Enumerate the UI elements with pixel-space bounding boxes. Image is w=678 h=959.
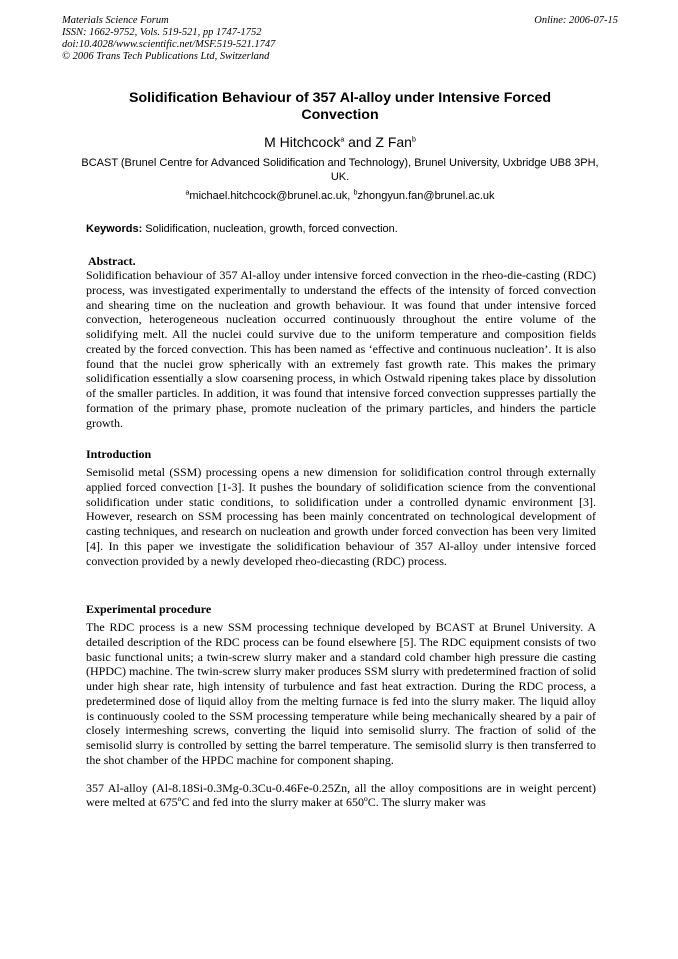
author-line (90, 134, 590, 151)
keywords-text: Solidification, nucleation, growth, forced convection. (142, 223, 398, 235)
affiliation: BCAST (Brunel Centre for Advanced Solidification and Technology), Brunel University, Uxbridge UB8 3PH, UK. (81, 157, 599, 183)
author-1: M Hitchcock (264, 134, 341, 150)
paper-title: Solidification Behaviour of 357 Al-alloy under Intensive Forced Convection (128, 90, 552, 123)
experimental-section (86, 602, 596, 810)
experimental-heading: Experimental procedure (86, 602, 212, 616)
email-a-mark: a (185, 189, 190, 197)
introduction-heading: Introduction (86, 447, 152, 461)
copyright-line: © 2006 Trans Tech Publications Ltd, Switzerland (62, 51, 270, 62)
author-2-affil-mark: b (411, 136, 416, 144)
online-date: Online: 2006-07-15 (534, 15, 618, 26)
abstract-text: Solidification behaviour of 357 Al-alloy under intensive forced convection in the rheo-die-casting (RDC) process, was investigated experimentally to understand the effects of the intensity of forced convection and shearing time on the nucleation and growth behaviour. It was found that under intensive forced convection, heterogeneous nucleation occurred continuously throughout the entire volume of the solidifying melt. All the nuclei could survive due to the uniform temperature and composition fields created by the forced convection. This has been named as ‘effective and continuous nucleation’. It is also found that the nuclei grow spherically with an extremely fast growth rate. This makes the primary solidification essentially a slow coarsening process, in which Ostwald ripening takes place by dissolution of the smaller particles. In addition, it was found that intensive forced convection suppresses partially the formation of the primary phase, promote nucleation of the primary particles, and hinders the particle growth. (86, 268, 596, 430)
email-line (80, 189, 600, 203)
author-and: and (344, 134, 376, 150)
abstract-heading: Abstract. (88, 254, 136, 268)
author-2: Z Fan (375, 134, 412, 150)
email-a: michael.hitchcock@brunel.ac.uk, (189, 190, 354, 202)
abstract-section (86, 254, 596, 430)
email-b: zhongyun.fan@brunel.ac.uk (357, 190, 495, 202)
introduction-section (86, 447, 596, 568)
author-1-affil-mark: a (340, 136, 345, 144)
keywords-label: Keywords: (86, 223, 143, 235)
issn-line: ISSN: 1662-9752, Vols. 519-521, pp 1747-1752 (62, 27, 262, 38)
experimental-paragraph-2: 357 Al-alloy (Al-8.18Si-0.3Mg-0.3Cu-0.46Fe-0.25Zn, all the alloy compositions are in weight percent) were melted at 675ºC and fed into the slurry maker at 650ºC. The slurry maker was (86, 780, 596, 810)
journal-name: Materials Science Forum (62, 15, 169, 26)
doi-line: doi:10.4028/www.scientific.net/MSF.519-521.1747 (62, 39, 276, 50)
keywords (86, 222, 596, 236)
experimental-paragraph-1: The RDC process is a new SSM processing technique developed by BCAST at Brunel University. A detailed description of the RDC process can be found elsewhere [5]. The RDC equipment consists of two basic functional units; a twin-screw slurry maker and a standard cold chamber high pressure die casting (HPDC) machine. The twin-screw slurry maker produces SSM slurry with predetermined fraction of solid under high shear rate, high intensity of turbulence and fast heat extraction. During the RDC process, a predetermined dose of liquid alloy from the melting furnace is fed into the slurry maker. The liquid alloy is continuously cooled to the SSM processing temperature while being mechanically sheared by a pair of closely intermeshing screws, converting the liquid into semisolid slurry. The fraction of solid of the semisolid slurry is controlled by setting the barrel temperature. The semisolid slurry is then transferred to the shot chamber of the HPDC machine for component shaping. (86, 620, 596, 767)
journal-header (62, 15, 618, 63)
introduction-text: Semisolid metal (SSM) processing opens a new dimension for solidification control through externally applied forced convection [1-3]. It pushes the boundary of solidification science from the conventional solidification under static conditions, to solidification under a controlled dynamic environment [3]. However, research on SSM processing has been mainly concentrated on technological development of casting techniques, and research on nucleation and growth under forced convection has been very limited [4]. In this paper we investigate the solidification behaviour of 357 Al-alloy under intensive forced convection provided by a newly developed rheo-diecasting (RDC) process. (86, 465, 596, 568)
email-b-mark: b (353, 189, 358, 197)
